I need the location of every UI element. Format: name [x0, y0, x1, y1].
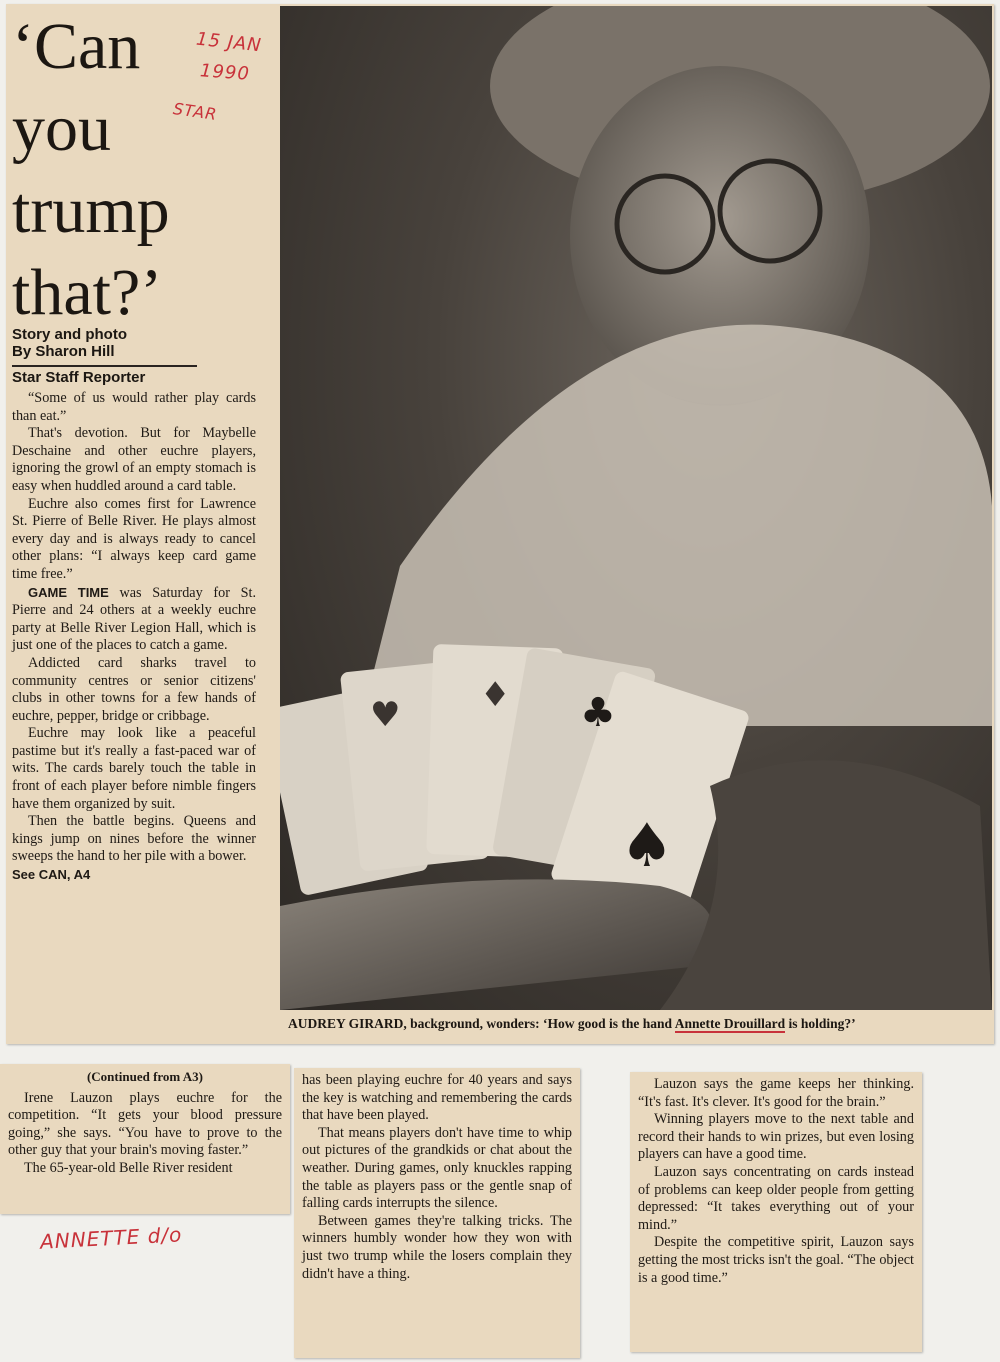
byline [12, 326, 197, 360]
continuation-column-2 [294, 1068, 580, 1358]
headline [12, 6, 257, 334]
handwritten-date-year: 1990 [199, 60, 251, 85]
caption-prefix: AUDREY GIRARD, background, wonders: ‘How good is the hand [288, 1016, 675, 1031]
photo-caption [288, 1016, 988, 1032]
headline-line: trump [12, 174, 170, 247]
story-paragraph: Then the battle begins. Queens and kings jump on nines before the winner sweeps the hand to her pile with a bower. [12, 813, 256, 865]
story-paragraph: Addicted card sharks travel to community centres or senior citizens' clubs in other towns for a few hands of euchre, pepper, bridge or cribbage. [12, 654, 256, 724]
story-paragraph: That's devotion. But for Maybelle Deschaine and other euchre players, ignoring the growl of an empty stomach is easy when huddled around a card table. [12, 425, 256, 494]
story-paragraph [12, 584, 256, 655]
byline-line1: Story and photo [12, 326, 127, 343]
story-paragraph: Euchre may look like a peaceful pastime but it's really a fast-paced war of wits. The cards barely touch the table in front of each player before nimble fingers have them organized by suit. [12, 725, 256, 812]
continuation-paragraph: That means players don't have time to whip out pictures of the grandkids or chat about the weather. During games, only knuckles rapping the table as players pass or the gentle snap of falling cards interrupts the silence. [302, 1124, 572, 1212]
caption-name: Annette Drouillard [674, 1016, 786, 1031]
svg-text:♣: ♣ [580, 690, 616, 736]
byline-author: By Sharon Hill [12, 343, 115, 360]
continuation-paragraph: Lauzon says concentrating on cards instead of problems can keep older people from getting depressed: “It takes everything out of your mind.” [638, 1163, 914, 1233]
byline-role: Star Staff Reporter [12, 369, 146, 386]
photo-illustration [280, 6, 992, 1010]
continuation-column-3 [630, 1072, 922, 1352]
headline-line: that?’ [12, 256, 163, 329]
continuation-column-1 [0, 1064, 290, 1214]
jump-line: See CAN, A4 [12, 867, 91, 883]
handwritten-note: ANNETTE d/o [39, 1222, 183, 1254]
continuation-paragraph: Between games they're talking tricks. The winners humbly wonder how they won with just two trump while the losers complain they didn't have a thing. [302, 1212, 572, 1282]
svg-text:♥: ♥ [370, 695, 401, 735]
continuation-paragraph: Lauzon says the game keeps her thinking. “It's fast. It's clever. It's good for the brain.” [638, 1076, 914, 1110]
story-kicker: GAME TIME [28, 584, 109, 600]
hand-shape [280, 879, 713, 1010]
continuation-paragraph: Winning players move to the next table and record their hands to win prizes, but even losing players can have a good time. [638, 1111, 914, 1163]
continued-label: (Continued from A3) [86, 1069, 204, 1084]
story-paragraph-text: was Saturday for St. Pierre and 24 others at a weekly euchre party at Belle River Legion Hall, which is just one of the places to catch a game. [12, 584, 256, 654]
continuation-paragraph: Despite the competitive spirit, Lauzon says getting the most tricks isn't the goal. “The object is a good time.” [638, 1234, 914, 1286]
handwritten-date-day: 15 JAN [195, 28, 263, 57]
story-body [12, 390, 256, 884]
caption-suffix: is holding?’ [785, 1016, 856, 1031]
headline-line: you [12, 92, 111, 165]
continuation-paragraph: has been playing euchre for 40 years and says the key is watching and remembering the cards that have been played. [302, 1072, 572, 1124]
story-paragraph: Euchre also comes first for Lawrence St. Pierre of Belle River. He plays almost every day and is always ready to cancel other plans: “I always keep card game time free.” [12, 495, 256, 582]
handwritten-source: STAR [171, 98, 219, 125]
continuation-paragraph: The 65-year-old Belle River resident [24, 1159, 233, 1176]
byline-divider [12, 365, 197, 367]
svg-text:♠: ♠ [620, 811, 674, 881]
photo-card-players [280, 6, 992, 1010]
continuation-paragraph: Irene Lauzon plays euchre for the competition. “It gets your blood pressure going,” she says. “You have to prove to the other guy that your brain's moving faster.” [8, 1089, 282, 1159]
svg-text:♦: ♦ [480, 675, 511, 715]
story-paragraph: “Some of us would rather play cards than eat.” [12, 390, 256, 424]
headline-line: ‘Can [12, 10, 141, 83]
